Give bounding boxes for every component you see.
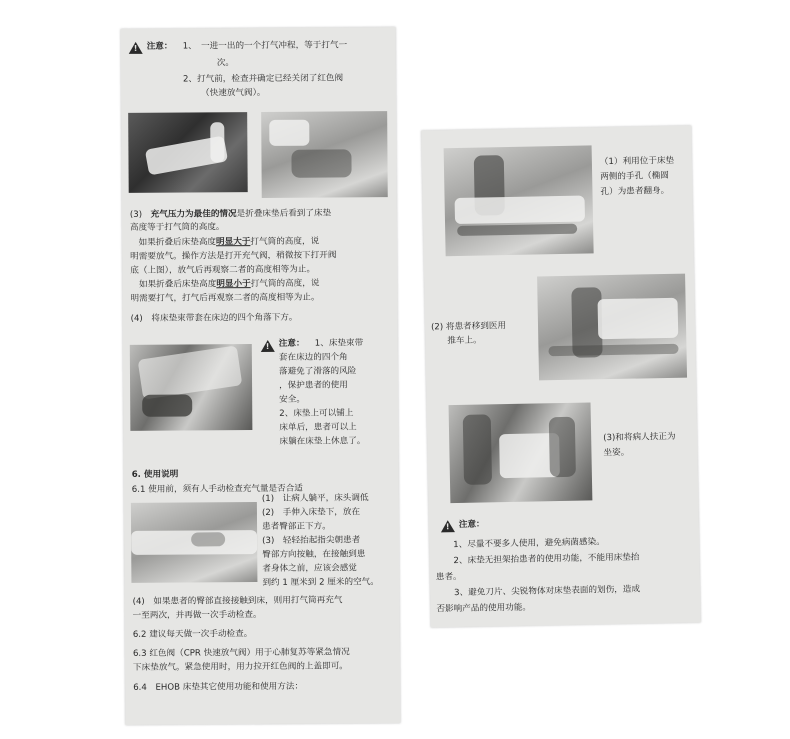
note-text: 3、避免刀片、尖锐物体对床垫表面的划伤，造成 — [454, 584, 641, 599]
usage-text: 6.2 建议每天做一次手动检查。 — [132, 629, 253, 640]
usage-text: 6.3 红色阀（CPR 快速放气阀）用于心肺复苏等紧急情况 — [132, 647, 350, 659]
warning-text: （快速放气阀）。 — [200, 87, 266, 99]
usage-step: 臀部方向按触，在接触到患 — [262, 549, 366, 560]
warning-label: 注意： — [146, 41, 173, 52]
note-text: 否影响产品的使用功能。 — [436, 602, 532, 615]
section-3-text: 底（上图），放气后再观察二者的高度相等为止。 — [130, 264, 316, 276]
usage-text: 6.4 EHOB 床垫其它使用功能和使用方法： — [133, 681, 304, 693]
photo-move-to-stretcher — [537, 274, 687, 381]
section-3-text: 明需要放气。操作方法是打开充气阀，稍微按下打开阀 — [130, 250, 337, 262]
warning-icon — [129, 42, 143, 54]
warning-text: 套在床边的四个角 — [278, 352, 348, 363]
note-text: 1、尽量不要多人使用，避免病菌感染。 — [453, 537, 605, 551]
usage-step: 一至两次，并再做一次手动检查。 — [132, 609, 262, 621]
warning-text: 安全。 — [279, 394, 305, 405]
manual-page-left — [121, 27, 401, 725]
caption-text: (3)和将病人扶正为 — [603, 431, 676, 444]
usage-step: (3) 轻轻抬起指尖朝患者 — [262, 535, 361, 546]
warning-text: 2、床垫上可以铺上 — [279, 408, 354, 419]
warning-text: 床躺在床垫上休息了。 — [279, 436, 366, 447]
section-3-text: 高度等于打气筒的高度。 — [129, 222, 225, 233]
caption-text: 孔）为患者翻身。 — [600, 185, 670, 198]
photo-sit-upright — [449, 402, 593, 503]
warning-text: 次。 — [216, 58, 235, 69]
caption-text: 坐姿。 — [603, 447, 630, 459]
section-3-text: 如果折叠后床垫高度明显大于打气筒的高度，说 — [130, 236, 320, 248]
section-3-text: 如果折叠后床垫高度明显小于打气筒的高度，说 — [130, 278, 320, 290]
warning-icon — [261, 340, 275, 352]
section-3-text: 明需要打气，打气后再观察二者的高度相等为止。 — [130, 292, 320, 304]
warning-text: 落避免了滑落的风险 — [278, 366, 357, 377]
warning-text: 2、打气前，检查并确定已经关闭了红色阀 — [182, 73, 344, 85]
photo-mattress-strap — [130, 344, 253, 431]
note-text: 患者。 — [435, 571, 462, 583]
section-4-text: (4) 将床垫束带套在床边的四个角落下方。 — [130, 312, 298, 324]
caption-text: (2) 将患者移到医用 — [430, 321, 507, 333]
usage-step: 者身体之前，应该会感觉 — [262, 563, 357, 574]
photo-pump-valve — [261, 111, 388, 198]
usage-text: 下床垫放气。紧急使用时，用力拉开红色阀的上盖即可。 — [132, 661, 348, 673]
photo-folded-mattress — [128, 112, 248, 193]
caption-text: 两侧的手孔（椭圆 — [600, 170, 670, 183]
photo-hand-check — [131, 502, 258, 583]
note-label: 注意： — [458, 519, 485, 530]
manual-page-right — [421, 125, 700, 627]
usage-step: (2) 手伸入床垫下，放在 — [261, 507, 361, 518]
usage-step: 患者臀部正下方。 — [262, 521, 331, 532]
caption-text: （1）利用位于床垫 — [599, 155, 675, 168]
warning-text: 1、 一进一出的一个打气冲程，等于打气一 — [182, 40, 348, 52]
warning-icon — [441, 520, 455, 532]
usage-step: (4) 如果患者的臀部直接接触到床，则用打气筒再充气 — [132, 595, 343, 607]
caption-text: 推车上。 — [447, 335, 482, 347]
photo-turn-patient — [444, 145, 594, 256]
usage-step: 到约 1 厘米到 2 厘米的空气。 — [262, 577, 379, 588]
warning-text: 床单后，患者可以上 — [279, 422, 357, 433]
warning-text: 1、床垫束带 — [314, 338, 364, 349]
note-text: 2、床垫无担架抬患者的使用功能，不能用床垫抬 — [453, 552, 640, 567]
usage-step: (1) 让病人躺平，床头调低 — [261, 493, 369, 504]
usage-heading: 6. 使用说明 — [131, 469, 179, 480]
warning-label: 注意： — [278, 338, 305, 349]
warning-text: ，保护患者的使用 — [279, 380, 348, 391]
section-3-line: (3) 充气压力为最佳的情况是折叠床垫后看到了床垫 — [129, 208, 332, 220]
usage-text: 6.1 使用前，须有人手动检查充气量是否合适 — [131, 483, 303, 495]
